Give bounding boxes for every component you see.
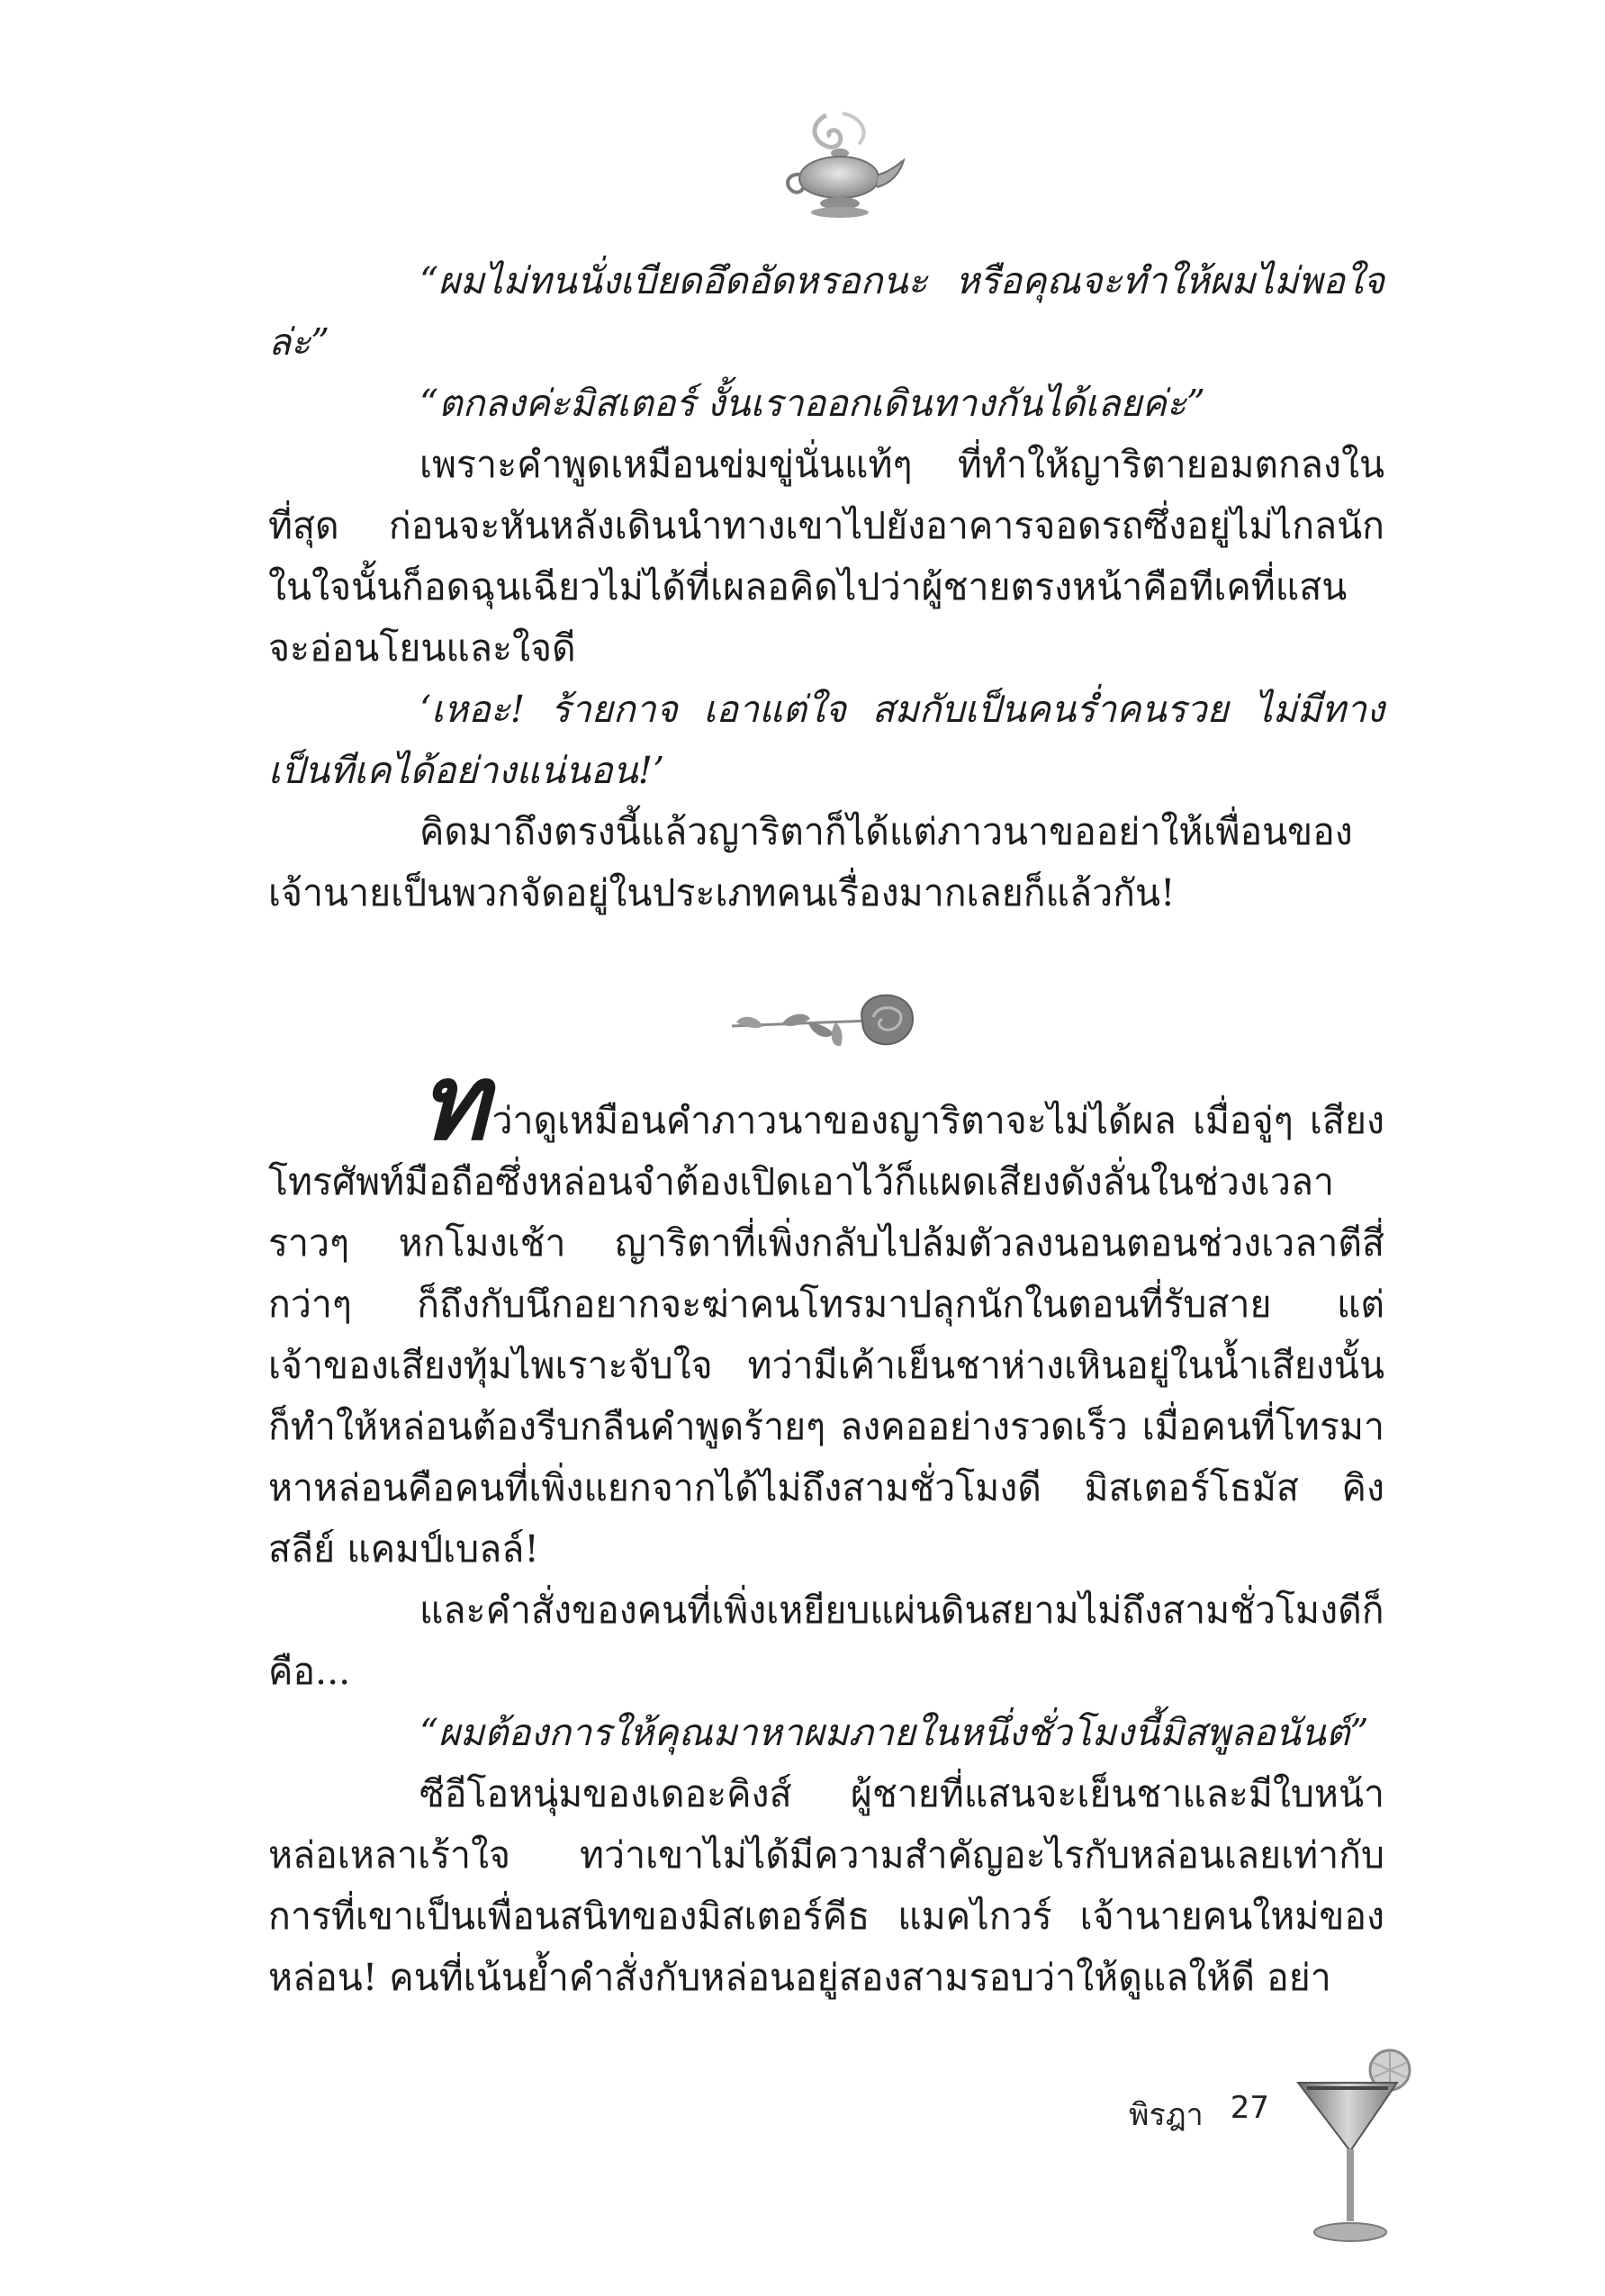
- rose-icon: [727, 981, 934, 1062]
- cocktail-glass-icon: [1289, 2043, 1424, 2259]
- dropcap-paragraph-text: ว่าดูเหมือนคำภาวนาของญาริตาจะไม่ได้ผล เมื่อจู่ๆ เสียงโทรศัพท์มือถือซึ่งหล่อนจำต้องเปิดเอาไว้ก็แผดเสียงดังลั่นในช่วงเวลาราวๆ หกโมงเช้า ญาริตาที่เพิ่งกลับไปล้มตัวลงนอนตอนช่วงเวลาตีสี่กว่าๆ ก็ถึงกับนึกอยากจะฆ่าคนโทรมาปลุกนักในตอนที่รับสาย แต่เจ้าของเสียงทุ้มไพเราะจับใจ ทว่ามีเค้าเย็นชาห่างเหินอยู่ในน้ำเสียงนั้น ก็ทำให้หล่อนต้องรีบกลืนคำพูดร้ายๆ ลงคออย่างรวดเร็ว เมื่อคนที่โทรมาหาหล่อนคือคนที่เพิ่งแยกจากได้ไม่ถึงสามชั่วโมงดี มิสเตอร์โธมัส คิงสลีย์ แคมป์เบลล์!: [268, 1099, 1384, 1571]
- narrative-paragraph: และคำสั่งของคนที่เพิ่งเหยียบแผ่นดินสยามไม่ถึงสามชั่วโมงดีก็คือ...: [268, 1589, 1384, 1693]
- narrative-paragraph: ซีอีโอหนุ่มของเดอะคิงส์ ผู้ชายที่แสนจะเย็นชาและมีใบหน้าหล่อเหลาเร้าใจ ทว่าเขาไม่ได้มีความสำคัญอะไรกับหล่อนเลยเท่ากับการที่เขาเป็นเพื่อนสนิทของมิสเตอร์คีธ แมคไกวร์ เจ้านายคนใหม่ของหล่อน! คนที่เน้นย้ำคำสั่งกับหล่อนอยู่สองสามรอบว่าให้ดูแลให้ดี อย่า: [268, 1772, 1384, 1999]
- dropcap-paragraph: [268, 1041, 1384, 1580]
- page-footer: [1089, 2090, 1269, 2138]
- dialogue-paragraph: “ตกลงค่ะมิสเตอร์ งั้นเราออกเดินทางกันได้เลยค่ะ”: [419, 382, 1205, 425]
- dropcap-letter: ท: [419, 1041, 489, 1164]
- body-text-bottom: [268, 1041, 1384, 2008]
- genie-lamp-icon: [772, 97, 907, 232]
- running-title: พิรฎา: [1129, 2097, 1204, 2133]
- thought-paragraph: ‘เหอะ! ร้ายกาจ เอาแต่ใจ สมกับเป็นคนร่ำคนรวย ไม่มีทางเป็นทีเคได้อย่างแน่นอน!’: [268, 688, 1384, 792]
- narrative-paragraph: คิดมาถึงตรงนี้แล้วญาริตาก็ได้แต่ภาวนาขออย่าให้เพื่อนของเจ้านายเป็นพวกจัดอยู่ในประเภทคนเรื่องมากเลยก็แล้วกัน!: [268, 810, 1353, 914]
- dialogue-paragraph: “ผมไม่ทนนั่งเบียดอึดอัดหรอกนะ หรือคุณจะทำให้ผมไม่พอใจล่ะ”: [268, 259, 1384, 364]
- narrative-paragraph: เพราะคำพูดเหมือนข่มขู่นั่นแท้ๆ ที่ทำให้ญาริตายอมตกลงในที่สุด ก่อนจะหันหลังเดินนำทางเขาไปยังอาคารจอดรถซึ่งอยู่ไม่ไกลนัก ในใจนั้นก็อดฉุนเฉียวไม่ได้ที่เผลอคิดไปว่าผู้ชายตรงหน้าคือทีเคที่แสนจะอ่อนโยนและใจดี: [268, 443, 1384, 670]
- body-text-top: [268, 250, 1384, 923]
- dialogue-paragraph: “ผมต้องการให้คุณมาหาผมภายในหนึ่งชั่วโมงนี้มิสพูลอนันต์”: [419, 1711, 1369, 1754]
- page-number: 27: [1230, 2090, 1269, 2126]
